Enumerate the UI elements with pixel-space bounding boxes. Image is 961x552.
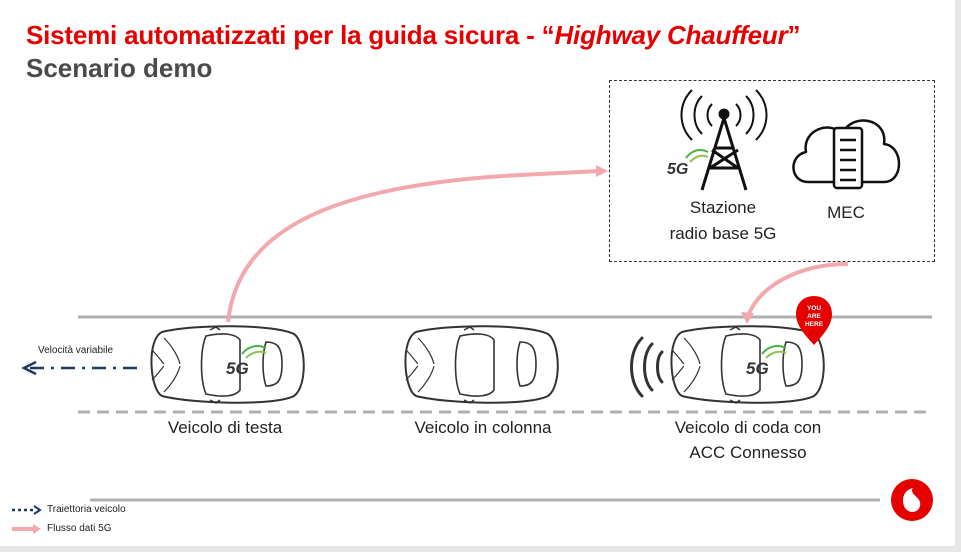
title-italic: Highway Chauffeur (554, 20, 788, 50)
mec-cloud-server-icon (793, 121, 899, 188)
title-suffix: ” (787, 20, 801, 50)
middle-vehicle-label: Veicolo in colonna (414, 418, 552, 437)
page-subtitle: Scenario demo (26, 53, 213, 83)
svg-text:5G: 5G (746, 359, 769, 378)
title-prefix: Sistemi automatizzati per la guida sicura - “ (26, 20, 555, 50)
middle-vehicle (405, 326, 557, 403)
svg-text:5G: 5G (667, 161, 689, 178)
svg-text:HERE: HERE (804, 321, 824, 328)
base-station-tower-icon (682, 90, 767, 190)
data-flow-arrowhead-up (596, 165, 608, 177)
speed-label: Velocità variabile (38, 345, 114, 356)
legend-trajectory-arrowhead (34, 506, 40, 514)
svg-text:5G: 5G (226, 359, 249, 378)
svg-text:YOU: YOU (806, 305, 822, 312)
base-station-5g-logo (667, 150, 708, 178)
lead-vehicle-label: Veicolo di testa (167, 418, 283, 437)
brand-logo (891, 479, 933, 521)
sensor-waves-icon (632, 338, 663, 396)
mec-label: MEC (827, 203, 865, 222)
legend-flow-arrowhead (33, 524, 41, 534)
tail-vehicle-label-line1: Veicolo di coda con (674, 418, 822, 437)
base-station-label-line1: Stazione (689, 198, 757, 217)
legend-flow-label: Flusso dati 5G (47, 523, 112, 534)
tail-vehicle-label-line2: ACC Connesso (689, 443, 807, 462)
legend-trajectory-label: Traiettoria veicolo (47, 504, 126, 515)
svg-text:ARE: ARE (807, 313, 821, 320)
base-station-label-line2: radio base 5G (669, 224, 777, 243)
data-flow-arrow-up (228, 171, 600, 322)
